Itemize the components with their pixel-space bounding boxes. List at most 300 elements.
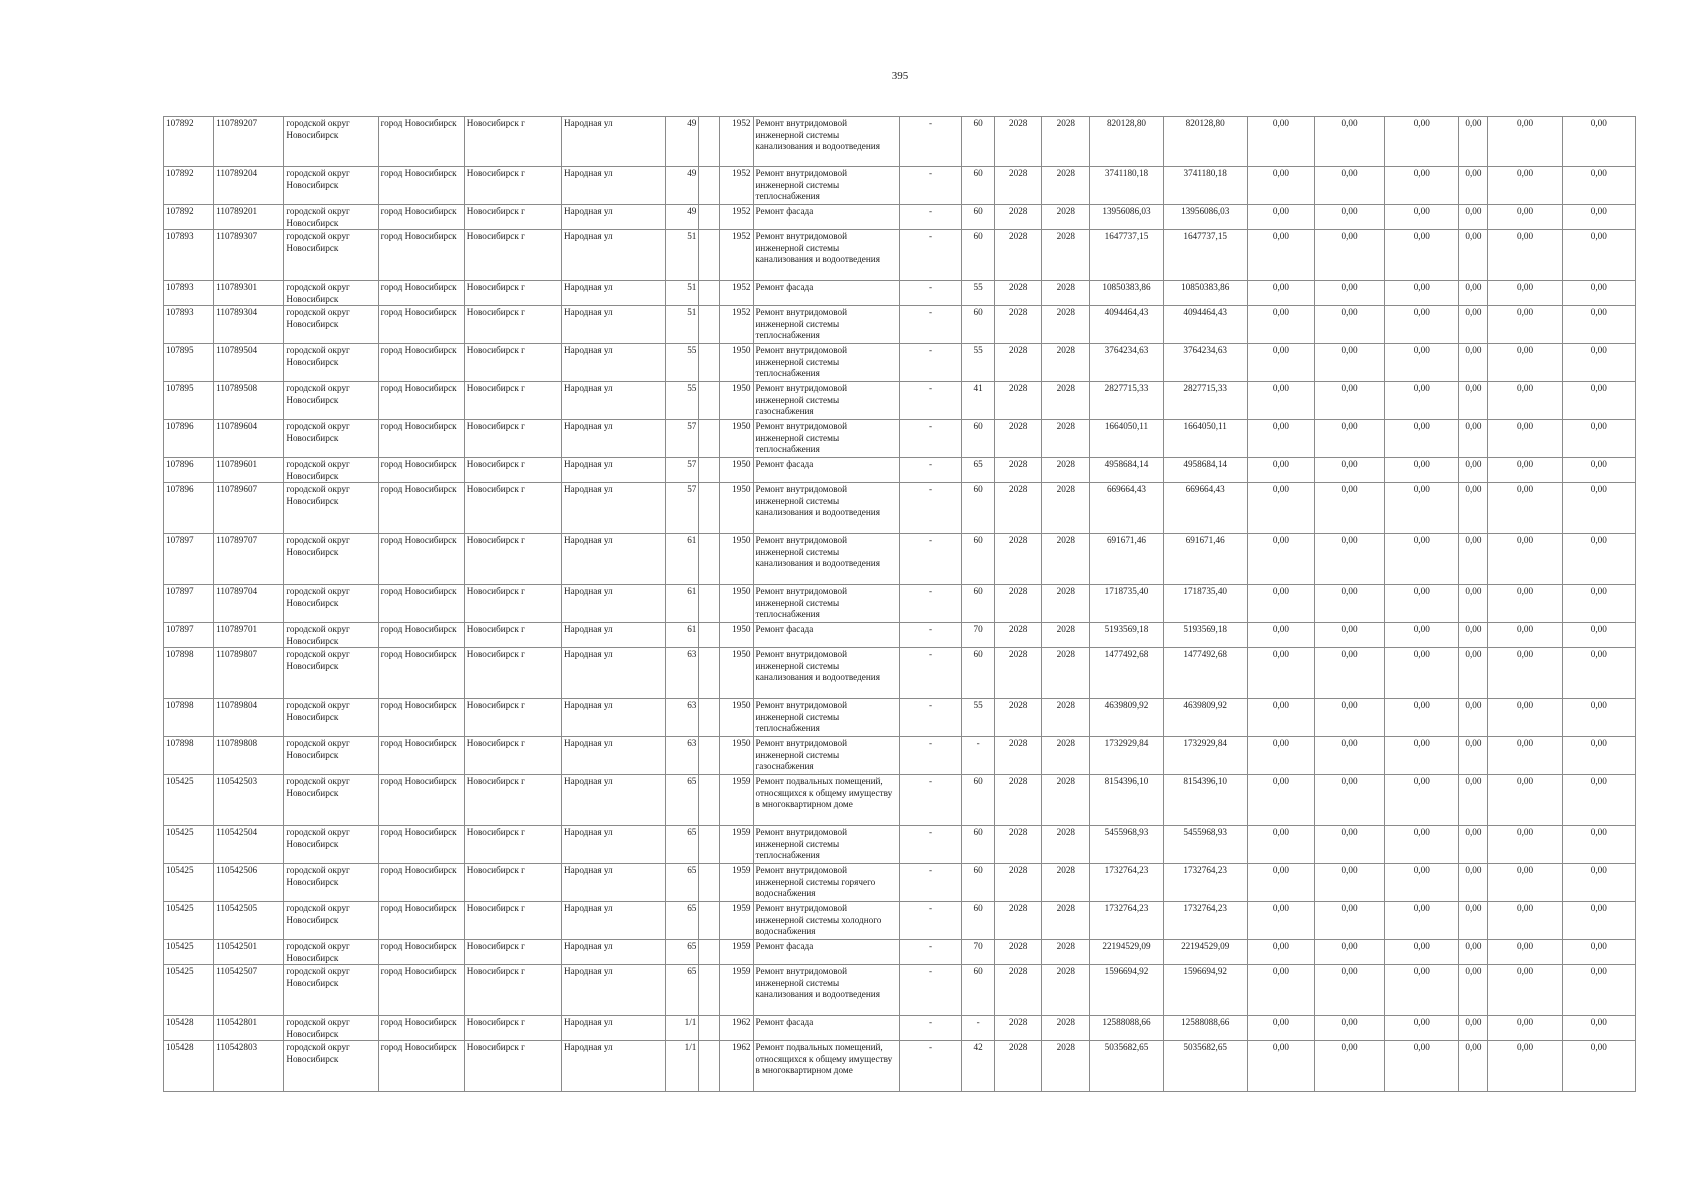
cell-z3: 0,00 [1385,623,1459,648]
cell-street: Народная ул [562,826,666,864]
cell-z1: 0,00 [1247,585,1314,623]
cell-cost-fund: 4094464,43 [1163,306,1247,344]
cell-cost-total: 22194529,09 [1090,940,1163,965]
cell-city: Новосибирск г [464,648,561,699]
cell-dash: - [899,965,961,1016]
cell-city: Новосибирск г [464,940,561,965]
cell-z3: 0,00 [1385,775,1459,826]
cell-z6: 0,00 [1562,1041,1635,1092]
cell-district: городской округ Новосибирск [284,230,378,281]
cell-cost-total: 4958684,14 [1090,458,1163,483]
cell-wear: - [962,1016,995,1041]
table-row [164,230,1636,281]
cell-year-from: 2028 [995,623,1042,648]
cell-z5: 0,00 [1488,864,1562,902]
cell-z5: 0,00 [1488,585,1562,623]
cell-settlement: город Новосибирск [378,1016,464,1041]
cell-house: 51 [666,230,699,281]
cell-year: 1952 [720,281,753,306]
cell-id: 107897 [164,623,214,648]
cell-id: 107898 [164,737,214,775]
cell-house: 57 [666,483,699,534]
cell-z3: 0,00 [1385,344,1459,382]
cell-dash: - [899,940,961,965]
cell-year: 1959 [720,902,753,940]
cell-year-from: 2028 [995,699,1042,737]
cell-building [699,1041,720,1092]
cell-cost-fund: 691671,46 [1163,534,1247,585]
cell-z6: 0,00 [1562,864,1635,902]
cell-street: Народная ул [562,699,666,737]
cell-street: Народная ул [562,167,666,205]
cell-z3: 0,00 [1385,585,1459,623]
cell-cost-fund: 3741180,18 [1163,167,1247,205]
cell-cost-total: 1732929,84 [1090,737,1163,775]
cell-year: 1959 [720,775,753,826]
cell-wear: 70 [962,623,995,648]
cell-building [699,648,720,699]
cell-year-from: 2028 [995,205,1042,230]
cell-z2: 0,00 [1314,205,1384,230]
cell-house: 65 [666,965,699,1016]
cell-building [699,864,720,902]
cell-year: 1952 [720,306,753,344]
cell-work: Ремонт внутридомовой инженерной системы газоснабжения [753,382,899,420]
cell-house: 57 [666,420,699,458]
cell-code: 110542501 [214,940,284,965]
cell-cost-fund: 12588088,66 [1163,1016,1247,1041]
cell-z2: 0,00 [1314,940,1384,965]
cell-year-to: 2028 [1042,902,1090,940]
cell-code: 110789504 [214,344,284,382]
cell-code: 110789508 [214,382,284,420]
cell-building [699,306,720,344]
cell-work: Ремонт подвальных помещений, относящихся к общему имуществу в многоквартирном доме [753,1041,899,1092]
cell-z2: 0,00 [1314,737,1384,775]
cell-z5: 0,00 [1488,534,1562,585]
cell-year-to: 2028 [1042,458,1090,483]
cell-settlement: город Новосибирск [378,648,464,699]
cell-z5: 0,00 [1488,775,1562,826]
cell-code: 110789304 [214,306,284,344]
table-row [164,623,1636,648]
cell-z2: 0,00 [1314,1016,1384,1041]
cell-year: 1950 [720,420,753,458]
cell-settlement: город Новосибирск [378,458,464,483]
cell-wear: - [962,737,995,775]
cell-z4: 0,00 [1459,864,1488,902]
cell-work: Ремонт внутридомовой инженерной системы канализования и водоотведения [753,483,899,534]
cell-year: 1962 [720,1041,753,1092]
cell-cost-total: 4639809,92 [1090,699,1163,737]
cell-cost-total: 1647737,15 [1090,230,1163,281]
cell-z1: 0,00 [1247,775,1314,826]
cell-z2: 0,00 [1314,623,1384,648]
cell-z1: 0,00 [1247,458,1314,483]
cell-z6: 0,00 [1562,775,1635,826]
cell-wear: 60 [962,205,995,230]
cell-dash: - [899,737,961,775]
table-row [164,382,1636,420]
cell-house: 49 [666,167,699,205]
cell-code: 110789201 [214,205,284,230]
cell-z1: 0,00 [1247,281,1314,306]
cell-cost-total: 12588088,66 [1090,1016,1163,1041]
cell-district: городской округ Новосибирск [284,306,378,344]
cell-year-from: 2028 [995,737,1042,775]
cell-house: 57 [666,458,699,483]
cell-z3: 0,00 [1385,382,1459,420]
cell-z4: 0,00 [1459,281,1488,306]
cell-code: 110789604 [214,420,284,458]
cell-z3: 0,00 [1385,483,1459,534]
cell-z2: 0,00 [1314,306,1384,344]
cell-z6: 0,00 [1562,306,1635,344]
cell-dash: - [899,281,961,306]
cell-year: 1959 [720,940,753,965]
cell-cost-total: 1732764,23 [1090,864,1163,902]
cell-cost-total: 2827715,33 [1090,382,1163,420]
cell-work: Ремонт внутридомовой инженерной системы горячего водоснабжения [753,864,899,902]
cell-code: 110542505 [214,902,284,940]
cell-street: Народная ул [562,205,666,230]
cell-house: 61 [666,623,699,648]
cell-z1: 0,00 [1247,167,1314,205]
cell-street: Народная ул [562,648,666,699]
cell-id: 107898 [164,699,214,737]
cell-dash: - [899,230,961,281]
cell-street: Народная ул [562,1041,666,1092]
table-row [164,420,1636,458]
cell-year: 1950 [720,382,753,420]
cell-z6: 0,00 [1562,167,1635,205]
cell-city: Новосибирск г [464,737,561,775]
cell-z3: 0,00 [1385,458,1459,483]
cell-house: 65 [666,826,699,864]
cell-house: 65 [666,864,699,902]
cell-z6: 0,00 [1562,458,1635,483]
cell-id: 107892 [164,205,214,230]
cell-z2: 0,00 [1314,864,1384,902]
cell-z5: 0,00 [1488,1016,1562,1041]
cell-city: Новосибирск г [464,699,561,737]
cell-dash: - [899,117,961,167]
cell-cost-fund: 5035682,65 [1163,1041,1247,1092]
cell-cost-total: 5035682,65 [1090,1041,1163,1092]
cell-z5: 0,00 [1488,205,1562,230]
cell-z3: 0,00 [1385,281,1459,306]
cell-id: 107895 [164,344,214,382]
cell-year-from: 2028 [995,230,1042,281]
cell-work: Ремонт внутридомовой инженерной системы канализования и водоотведения [753,965,899,1016]
cell-year-from: 2028 [995,117,1042,167]
cell-year-to: 2028 [1042,167,1090,205]
cell-z6: 0,00 [1562,737,1635,775]
cell-building [699,737,720,775]
cell-z4: 0,00 [1459,420,1488,458]
cell-year-from: 2028 [995,344,1042,382]
cell-z1: 0,00 [1247,205,1314,230]
cell-z6: 0,00 [1562,344,1635,382]
table-row [164,585,1636,623]
cell-code: 110542803 [214,1041,284,1092]
cell-cost-total: 691671,46 [1090,534,1163,585]
cell-z4: 0,00 [1459,382,1488,420]
cell-z4: 0,00 [1459,205,1488,230]
cell-work: Ремонт внутридомовой инженерной системы теплоснабжения [753,826,899,864]
cell-district: городской округ Новосибирск [284,940,378,965]
cell-year: 1950 [720,344,753,382]
table-row [164,306,1636,344]
cell-z4: 0,00 [1459,458,1488,483]
cell-wear: 55 [962,281,995,306]
page-number: 395 [891,70,909,82]
cell-id: 105425 [164,775,214,826]
cell-district: городской округ Новосибирск [284,585,378,623]
cell-cost-total: 1732764,23 [1090,902,1163,940]
cell-cost-fund: 5193569,18 [1163,623,1247,648]
cell-cost-fund: 10850383,86 [1163,281,1247,306]
cell-work: Ремонт внутридомовой инженерной системы теплоснабжения [753,699,899,737]
cell-year-to: 2028 [1042,306,1090,344]
cell-street: Народная ул [562,420,666,458]
cell-year-to: 2028 [1042,117,1090,167]
cell-year-from: 2028 [995,382,1042,420]
cell-building [699,940,720,965]
cell-z4: 0,00 [1459,623,1488,648]
cell-code: 110542503 [214,775,284,826]
cell-year: 1959 [720,965,753,1016]
cell-city: Новосибирск г [464,585,561,623]
cell-year: 1959 [720,826,753,864]
cell-street: Народная ул [562,344,666,382]
cell-z5: 0,00 [1488,648,1562,699]
cell-dash: - [899,382,961,420]
cell-z2: 0,00 [1314,826,1384,864]
cell-code: 110789707 [214,534,284,585]
cell-district: городской округ Новосибирск [284,699,378,737]
cell-work: Ремонт фасада [753,205,899,230]
cell-year-from: 2028 [995,965,1042,1016]
cell-city: Новосибирск г [464,1041,561,1092]
cell-z3: 0,00 [1385,648,1459,699]
cell-code: 110789207 [214,117,284,167]
cell-city: Новосибирск г [464,534,561,585]
cell-cost-total: 13956086,03 [1090,205,1163,230]
cell-building [699,585,720,623]
cell-id: 107897 [164,585,214,623]
cell-city: Новосибирск г [464,281,561,306]
cell-wear: 70 [962,940,995,965]
cell-work: Ремонт внутридомовой инженерной системы теплоснабжения [753,420,899,458]
cell-id: 107895 [164,382,214,420]
cell-year: 1950 [720,534,753,585]
cell-z5: 0,00 [1488,737,1562,775]
cell-settlement: город Новосибирск [378,534,464,585]
cell-building [699,344,720,382]
cell-building [699,420,720,458]
cell-z4: 0,00 [1459,117,1488,167]
cell-cost-fund: 669664,43 [1163,483,1247,534]
cell-district: городской округ Новосибирск [284,281,378,306]
cell-id: 107893 [164,230,214,281]
table-row [164,1041,1636,1092]
cell-house: 49 [666,117,699,167]
cell-z1: 0,00 [1247,648,1314,699]
cell-year-to: 2028 [1042,205,1090,230]
cell-dash: - [899,458,961,483]
cell-street: Народная ул [562,1016,666,1041]
cell-house: 55 [666,344,699,382]
cell-z5: 0,00 [1488,483,1562,534]
cell-district: городской округ Новосибирск [284,205,378,230]
cell-dash: - [899,648,961,699]
cell-cost-total: 5193569,18 [1090,623,1163,648]
cell-year-from: 2028 [995,775,1042,826]
cell-year-from: 2028 [995,585,1042,623]
cell-wear: 60 [962,585,995,623]
cell-street: Народная ул [562,382,666,420]
cell-id: 105425 [164,965,214,1016]
cell-city: Новосибирск г [464,382,561,420]
cell-district: городской округ Новосибирск [284,1041,378,1092]
cell-z2: 0,00 [1314,648,1384,699]
cell-house: 65 [666,775,699,826]
cell-z2: 0,00 [1314,117,1384,167]
cell-z2: 0,00 [1314,344,1384,382]
table-row [164,458,1636,483]
cell-z4: 0,00 [1459,902,1488,940]
table-row [164,117,1636,167]
table-row [164,167,1636,205]
cell-id: 105425 [164,940,214,965]
cell-year: 1950 [720,458,753,483]
cell-house: 1/1 [666,1016,699,1041]
cell-house: 1/1 [666,1041,699,1092]
cell-wear: 55 [962,344,995,382]
cell-year-from: 2028 [995,1041,1042,1092]
cell-dash: - [899,483,961,534]
cell-year-from: 2028 [995,1016,1042,1041]
cell-dash: - [899,864,961,902]
cell-code: 110789601 [214,458,284,483]
cell-z6: 0,00 [1562,1016,1635,1041]
cell-settlement: город Новосибирск [378,420,464,458]
cell-house: 55 [666,382,699,420]
cell-work: Ремонт внутридомовой инженерной системы холодного водоснабжения [753,902,899,940]
cell-z6: 0,00 [1562,534,1635,585]
cell-building [699,965,720,1016]
cell-z3: 0,00 [1385,902,1459,940]
cell-year-from: 2028 [995,902,1042,940]
cell-work: Ремонт внутридомовой инженерной системы теплоснабжения [753,344,899,382]
cell-year-to: 2028 [1042,1041,1090,1092]
cell-z3: 0,00 [1385,534,1459,585]
cell-settlement: город Новосибирск [378,864,464,902]
cell-z4: 0,00 [1459,737,1488,775]
cell-city: Новосибирск г [464,420,561,458]
cell-settlement: город Новосибирск [378,965,464,1016]
cell-wear: 60 [962,230,995,281]
cell-id: 105425 [164,826,214,864]
cell-settlement: город Новосибирск [378,306,464,344]
cell-wear: 60 [962,648,995,699]
cell-z3: 0,00 [1385,205,1459,230]
cell-wear: 60 [962,826,995,864]
cell-year-to: 2028 [1042,382,1090,420]
cell-year-to: 2028 [1042,940,1090,965]
table-row [164,205,1636,230]
cell-city: Новосибирск г [464,864,561,902]
table-row [164,648,1636,699]
cell-work: Ремонт фасада [753,458,899,483]
cell-z3: 0,00 [1385,1041,1459,1092]
cell-z3: 0,00 [1385,1016,1459,1041]
cell-code: 110789701 [214,623,284,648]
table-row [164,940,1636,965]
cell-district: городской округ Новосибирск [284,775,378,826]
cell-z3: 0,00 [1385,306,1459,344]
cell-district: городской округ Новосибирск [284,902,378,940]
cell-code: 110789808 [214,737,284,775]
cell-z2: 0,00 [1314,534,1384,585]
cell-work: Ремонт внутридомовой инженерной системы газоснабжения [753,737,899,775]
cell-z3: 0,00 [1385,699,1459,737]
cell-district: городской округ Новосибирск [284,458,378,483]
cell-settlement: город Новосибирск [378,205,464,230]
cell-z5: 0,00 [1488,117,1562,167]
cell-year-to: 2028 [1042,864,1090,902]
cell-street: Народная ул [562,585,666,623]
cell-street: Народная ул [562,902,666,940]
cell-city: Новосибирск г [464,965,561,1016]
cell-house: 63 [666,699,699,737]
cell-district: городской округ Новосибирск [284,1016,378,1041]
cell-z2: 0,00 [1314,902,1384,940]
cell-building [699,902,720,940]
cell-z1: 0,00 [1247,117,1314,167]
cell-district: городской округ Новосибирск [284,648,378,699]
cell-building [699,117,720,167]
cell-year-from: 2028 [995,420,1042,458]
cell-city: Новосибирск г [464,483,561,534]
cell-wear: 60 [962,117,995,167]
table-body [164,117,1636,1092]
cell-settlement: город Новосибирск [378,117,464,167]
cell-city: Новосибирск г [464,902,561,940]
cell-cost-fund: 1664050,11 [1163,420,1247,458]
cell-z1: 0,00 [1247,940,1314,965]
cell-house: 51 [666,306,699,344]
cell-year: 1950 [720,585,753,623]
table-row [164,534,1636,585]
cell-building [699,1016,720,1041]
cell-settlement: город Новосибирск [378,1041,464,1092]
cell-cost-total: 1664050,11 [1090,420,1163,458]
cell-year-from: 2028 [995,534,1042,585]
cell-z6: 0,00 [1562,965,1635,1016]
cell-z6: 0,00 [1562,826,1635,864]
cell-cost-fund: 5455968,93 [1163,826,1247,864]
cell-z4: 0,00 [1459,1041,1488,1092]
cell-year-from: 2028 [995,940,1042,965]
table-row [164,965,1636,1016]
cell-work: Ремонт внутридомовой инженерной системы канализования и водоотведения [753,534,899,585]
cell-settlement: город Новосибирск [378,230,464,281]
cell-z1: 0,00 [1247,534,1314,585]
cell-street: Народная ул [562,864,666,902]
cell-z2: 0,00 [1314,382,1384,420]
